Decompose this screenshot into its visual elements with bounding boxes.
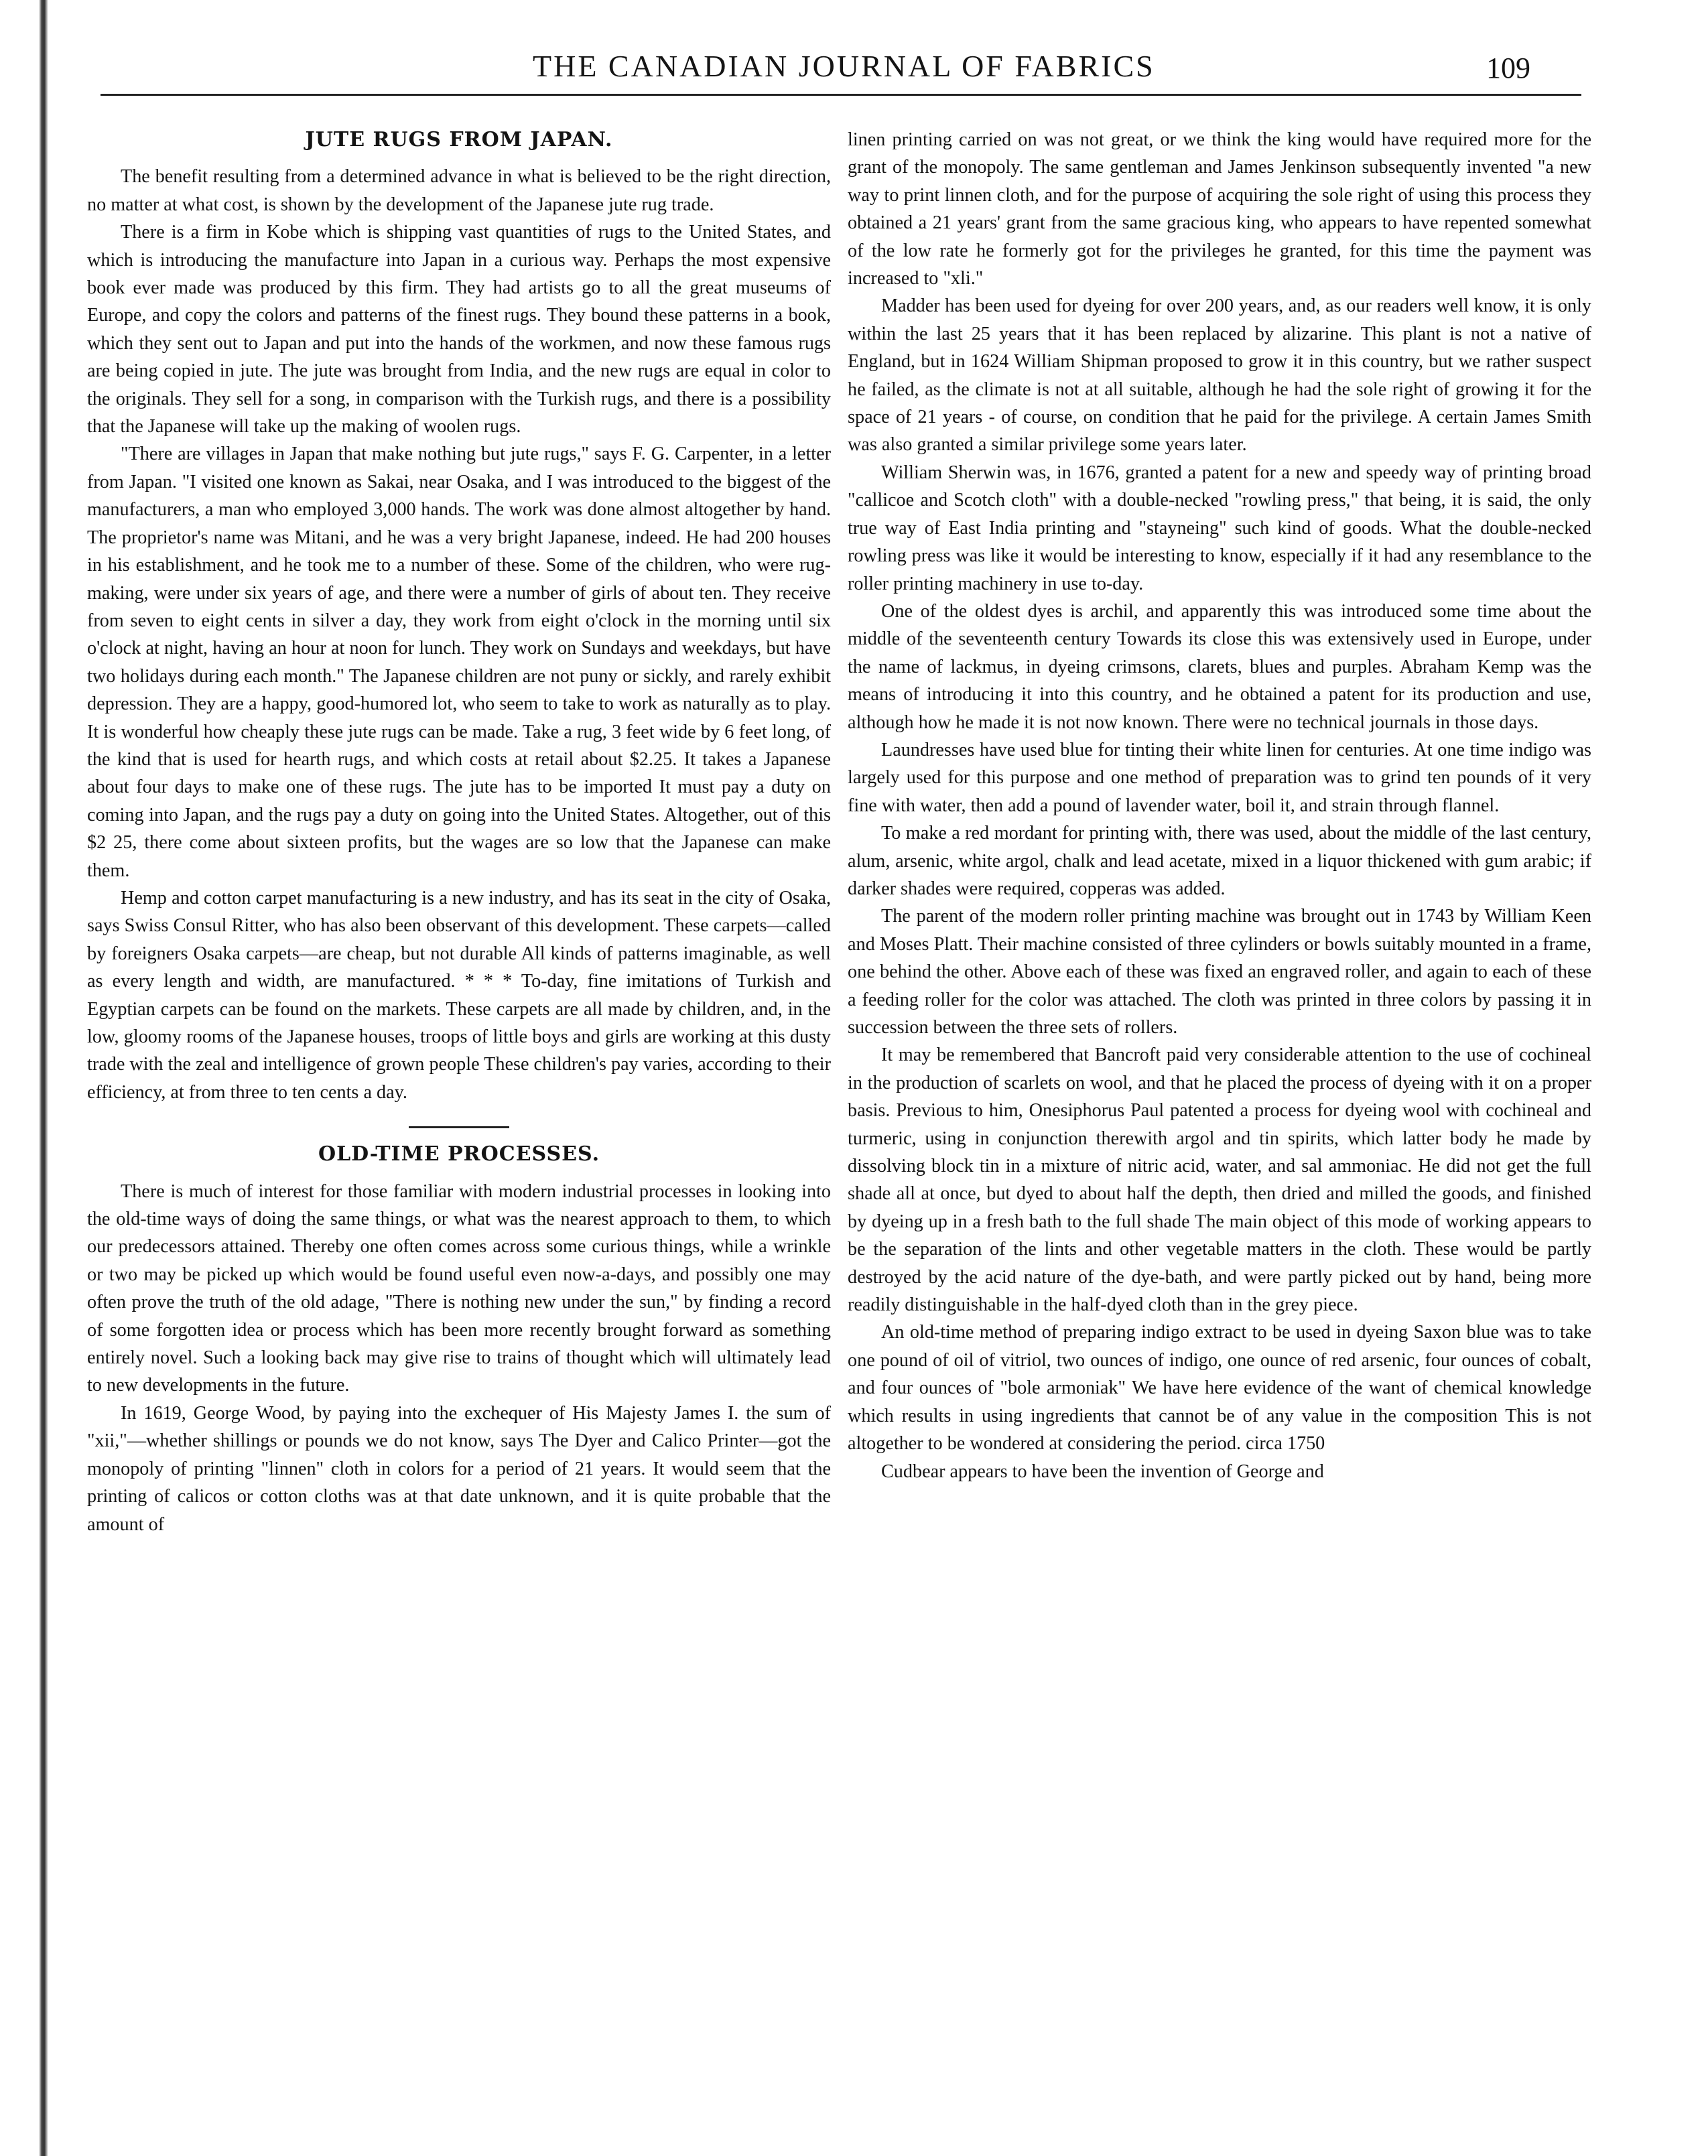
article-paragraph: An old-time method of preparing indigo extract to be used in dyeing Saxon blue was to take one pound of oil of vitriol, two ounces of indigo, one ounce of red arsenic, four ounces of cobalt, and four ounces of "bole armoniak" We have here evidence of the want of chemical knowledge which results in using ingredients that cannot be of any value in the composition This is not altogether to be wondered at considering the period. circa 1750 [848,1322,1591,1455]
section-divider [409,1126,509,1128]
article-paragraph: "There are villages in Japan that make nothing but jute rugs," says F. G. Carpenter, in a letter from Japan. "I visited one known as Sakai, near Osaka, and I was introduced to the biggest of the manufacturers, a man who employed 3,000 hands. The work was done almost altogether by hand. The proprietor's name was Mitani, and he was a very bright Japanese, indeed. He had 200 houses in his establishment, and he took me to a number of these. Some of the children, who were rug-making, were under six years of age, and there were a number of girls of about ten. They receive from seven to eight cents in silver a day, they work from eight o'clock in the morning until six o'clock at night, having an hour at noon for lunch. They work on Sundays and weekdays, but have two holidays during each month." The Japanese children are not puny or sickly, and rarely exhibit depression. They are a happy, good-humored lot, who seem to take to work as naturally as to play. It is wonderful how cheaply these jute rugs can be made. Take a rug, 3 feet wide by 6 feet long, of the kind that is used for hearth rugs, and which costs at retail about $2.25. It takes a Japanese about four days to make one of these rugs. The jute has to be imported It must pay a duty on coming into Japan, and the rugs pay a duty on going into the United States. Altogether, out of this $2 25, there come about sixteen profits, but the wages are so low that the Japanese can make them. [87,444,831,881]
article-paragraph: linen printing carried on was not great, or we think the king would have required more for the grant of the monopoly. The same gentleman and James Jenkinson subsequently invented "a new way to print linnen cloth, and for the purpose of acquiring the sole right of using this process they obtained a 21 years' grant from the same gracious king, who appears to have repented somewhat of the low rate he formerly got for the privileges he granted, for this time the payment was increased to "xli." [848,129,1591,289]
page-binding-edge [39,0,48,2156]
right-column [848,126,1591,1485]
article-paragraph: Cudbear appears to have been the invention of George and [881,1461,1324,1482]
left-column [87,126,831,1538]
article-paragraph: To make a red mordant for printing with, there was used, about the middle of the last century, alum, arsenic, white argol, chalk and lead acetate, mixed in a liquor thickened with gum arabic; if darker shades were required, copperas was added. [848,823,1591,899]
article-paragraph: Madder has been used for dyeing for over 200 years, and, as our readers well know, it is only within the last 25 years that it has been replaced by alizarine. This plant is not a native of England, but in 1624 William Shipman proposed to grow it in this country, but we rather suspect he failed, as the climate is not at all suitable, although he had the sole right of growing it for the space of 21 years - of course, on condition that he paid for the privilege. A certain James Smith was also granted a similar privilege some years later. [848,295,1591,456]
article-title-jute-rugs: JUTE RUGS FROM JAPAN. [305,128,613,151]
article-paragraph: In 1619, George Wood, by paying into the exchequer of His Majesty James I. the sum of "xii,"—whether shillings or pounds we do not know, says The Dyer and Calico Printer—got the monopoly of printing "linnen" cloth in colors for a period of 21 years. It would seem that the printing of calicos or cotton cloths was at that date unknown, and it is quite probable that the amount of [87,1402,831,1535]
header-rule [101,94,1581,96]
article-paragraph: William Sherwin was, in 1676, granted a patent for a new and speedy way of printing broad "callicoe and Scotch cloth" with a double-necked "rowling press," that being, it is said, the only true way of East India printing and "stayneing" such kind of goods. What the double-necked rowling press was like it would be interesting to know, especially if it had any resemblance to the roller printing machinery in use to-day. [848,462,1591,594]
page-number: 109 [1486,52,1530,84]
article-paragraph: The benefit resulting from a determined advance in what is believed to be the right direction, no matter at what cost, is shown by the development of the Japanese jute rug trade. [87,166,831,215]
article-paragraph: One of the oldest dyes is archil, and apparently this was introduced some time about the middle of the seventeenth century Towards its close this was extensively used in Europe, under the name of lackmus, in dyeing crimsons, clarets, blues and purples. Abraham Kemp was the means of introducing it into this country, and he obtained a patent for its production and use, although how he made it is not now known. There were no technical journals in those days. [848,600,1591,733]
article-paragraph: Hemp and cotton carpet manufacturing is a new industry, and has its seat in the city of Osaka, says Swiss Consul Ritter, who has also been observant of this development. These carpets—called by foreigners Osaka carpets—are cheap, but not durable All kinds of patterns imaginable, as well as every length and width, are manufactured. * * * To-day, fine imitations of Turkish and Egyptian carpets can be found on the markets. These carpets are all made by children, and, in the low, gloomy rooms of the Japanese houses, troops of little boys and girls are working at this dusty trade with the zeal and intelligence of grown people These children's pay varies, according to their efficiency, at from three to ten cents a day. [87,887,831,1103]
article-paragraph: There is a firm in Kobe which is shipping vast quantities of rugs to the United States, and which is introducing the manufacture into Japan in a curious way. Perhaps the most expensive book ever made was produced by this firm. They had artists go to all the great museums of Europe, and copy the colors and patterns of the finest rugs. They bound these patterns in a book, which they sent out to Japan and put into the hands of the workmen, and now these famous rugs are being copied in jute. The jute was brought from India, and the new rugs are equal in color to the originals. They sell for a song, in comparison with the Turkish rugs, and there is a possibility that the Japanese will take up the making of woolen rugs. [87,222,831,437]
article-paragraph: The parent of the modern roller printing machine was brought out in 1743 by William Keen and Moses Platt. Their machine consisted of three cylinders or bowls suitably mounted in a frame, one behind the other. Above each of these was fixed an engraved roller, and again to each of these a feeding roller for the color was attached. The cloth was printed in three colors by passing it in succession between the three sets of rollers. [848,906,1591,1038]
article-paragraph: It may be remembered that Bancroft paid very considerable attention to the use of cochineal in the production of scarlets on wool, and that he placed the process of dyeing with it on a proper basis. Previous to him, Onesiphorus Paul patented a process for dyeing wool with cochineal and turmeric, using in conjunction therewith argol and tin spirits, which latter body he made by dissolving block tin in a mixture of nitric acid, water, and sal ammoniac. He did not get the full shade all at once, but dyed to about half the depth, then dried and milled the goods, and finished by dyeing up in a fresh bath to the full shade The main object of this mode of working appears to be the separation of the lints and other vegetable matters in the cloth. These would be partly destroyed by the acid nature of the dye-bath, and were partly picked out by hand, being more readily distinguishable in the half-dyed cloth than in the grey piece. [848,1045,1591,1316]
journal-title: THE CANADIAN JOURNAL OF FABRICS [533,49,1155,83]
article-title-old-time-processes: OLD-TIME PROCESSES. [318,1142,600,1166]
running-header [0,48,1708,88]
article-paragraph: Laundresses have used blue for tinting their white linen for centuries. At one time indigo was largely used for this purpose and one method of preparation was to grind ten pounds of it very fine with water, then add a pound of lavender water, boil it, and strain through flannel. [848,739,1591,816]
article-paragraph: There is much of interest for those familiar with modern industrial processes in looking into the old-time ways of doing the same things, or what was the nearest approach to them, to which our predecessors attained. Thereby one often comes across some curious things, while a wrinkle or two may be picked up which would be found useful even now-a-days, and possibly one may often prove the truth of the old adage, "There is nothing new under the sun," by finding a record of some forgotten idea or process which has been more recently brought forward as something entirely novel. Such a looking back may give rise to trains of thought which will ultimately lead to new developments in the future. [87,1181,831,1396]
